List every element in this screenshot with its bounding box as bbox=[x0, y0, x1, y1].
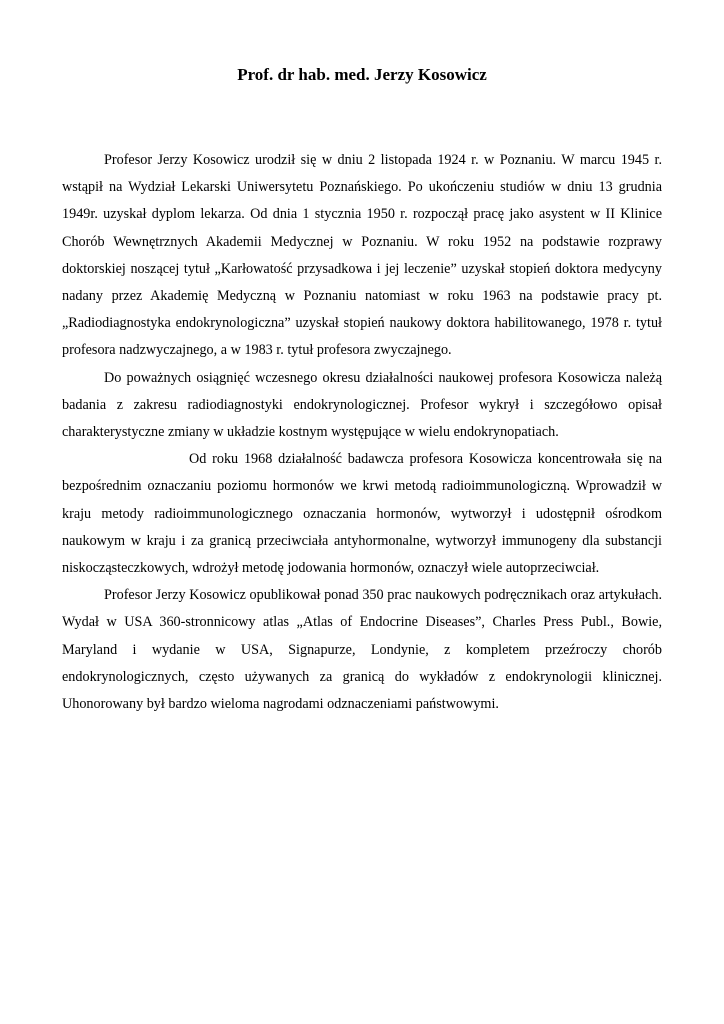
paragraph-biography: Profesor Jerzy Kosowicz urodził się w dniu 2 listopada 1924 r. w Poznaniu. W marcu 1945 r. wstąpił na Wydział Lekarski Uniwersytetu Poznańskiego. Po ukończeniu studiów w dniu 13 grudnia 1949r. uzyskał dyplom lekarza. Od dnia 1 stycznia 1950 r. rozpoczął pracę jako asystent w II Klinice Chorób Wewnętrznych Akademii Medycznej w Poznaniu. W roku 1952 na podstawie rozprawy doktorskiej noszącej tytuł „Karłowatość przysadkowa i jej leczenie” uzyskał stopień doktora medycyny nadany przez Akademię Medyczną w Poznaniu natomiast w roku 1963 na podstawie pracy pt. „Radiodiagnostyka endokrynologiczna” uzyskał stopień naukowy doktora habilitowanego, 1978 r. tytuł profesora nadzwyczajnego, a w 1983 r. tytuł profesora zwyczajnego. bbox=[62, 152, 662, 359]
paragraph-early-research: Do poważnych osiągnięć wczesnego okresu działalności naukowej profesora Kosowicza należą badania z zakresu radiodiagnostyki endokrynologicznej. Profesor wykrył i szczegółowo opisał charakterystyczne zmiany w układzie kostnym występujące w wielu endokrynopatiach. bbox=[62, 369, 662, 441]
document-body bbox=[62, 147, 662, 718]
document-title: Prof. dr hab. med. Jerzy Kosowicz bbox=[237, 65, 487, 84]
paragraph-publications: Profesor Jerzy Kosowicz opublikował ponad 350 prac naukowych podręcznikach oraz artykułach. Wydał w USA 360-stronnicowy atlas „Atlas of Endocrine Diseases”, Charles Press Publ., Bowie, Maryland i wydanie w USA, Signapurze, Londynie, z kompletem przeźroczy chorób endokrynologicznych, często używanych za granicą do wykładów z endokrynologii klinicznej. Uhonorowany był bardzo wieloma nagrodami odznaczeniami państwowymi. bbox=[62, 587, 662, 713]
paragraph-radioimmunology: Od roku 1968 działalność badawcza profesora Kosowicza koncentrowała się na bezpośrednim oznaczaniu poziomu hormonów we krwi metodą radioimmunologiczną. Wprowadził w kraju metody radioimmunologicznego oznaczania hormonów, wytworzył i udostępnił ośrodkom naukowym w kraju i za granicą przeciwciała antyhormonalne, wytworzył immunogeny dla substancji niskocząsteczkowych, wdrożył metodę jodowania hormonów, oznaczył wiele autoprzeciwciał. bbox=[62, 451, 662, 577]
